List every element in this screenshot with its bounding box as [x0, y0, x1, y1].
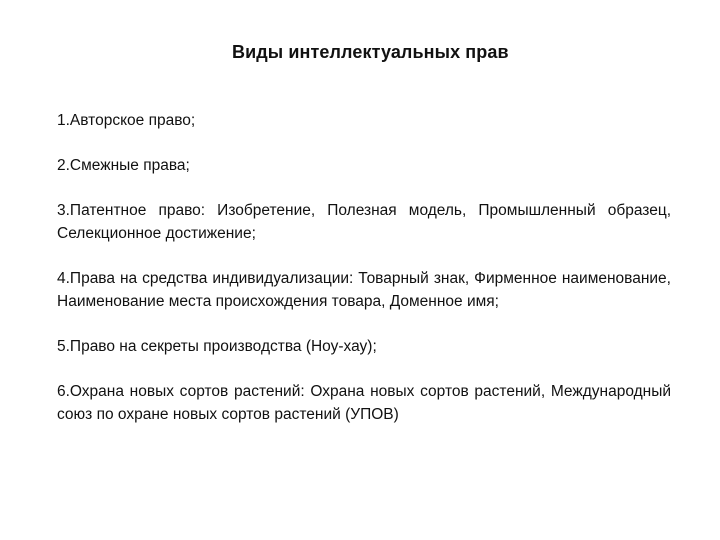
list-item-plant-varieties: 6.Охрана новых сортов растений: Охрана новых сортов растений, Международный союз по охране новых сортов растений (УПОВ) — [57, 383, 671, 423]
rights-list — [57, 109, 671, 448]
list-item-related-rights: 2.Смежные права; — [57, 157, 190, 174]
list-item-patent-law: 3.Патентное право: Изобретение, Полезная модель, Промышленный образец, Селекционное достижение; — [57, 202, 671, 242]
list-item-copyright: 1.Авторское право; — [57, 112, 196, 129]
list-item-know-how: 5.Право на секреты производства (Ноу-хау); — [57, 338, 377, 355]
list-item-individualization: 4.Права на средства индивидуализации: Товарный знак, Фирменное наименование, Наименование места происхождения товара, Доменное имя; — [57, 270, 671, 310]
slide-title: Виды интеллектуальных прав — [232, 42, 509, 62]
